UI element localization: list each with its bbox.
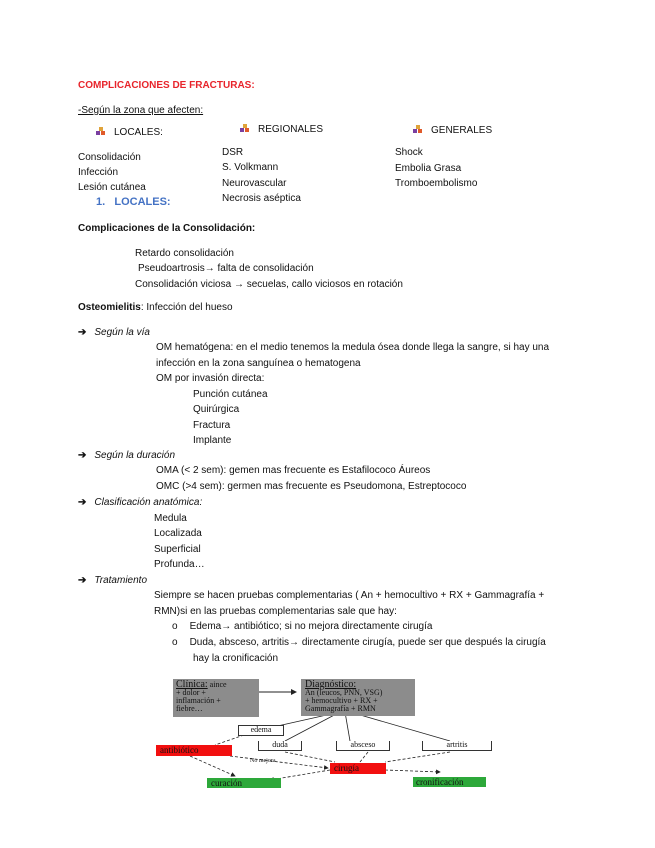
generales-item: Tromboembolismo	[395, 178, 478, 189]
via-directa-item: Fractura	[193, 420, 231, 431]
generales-item: Embolia Grasa	[395, 163, 462, 174]
tratamiento-bullet: Edema→ antibiótico; si no mejora directamente cirugía	[189, 621, 433, 632]
tratamiento-label: Tratamiento	[94, 575, 148, 586]
diagnostico-title: Diagnóstico:	[305, 679, 357, 690]
category-regionales-label: REGIONALES	[258, 124, 324, 135]
arrow-icon: ➔	[78, 450, 87, 461]
via-directa-item: Quirúrgica	[193, 404, 240, 415]
tratamiento-bullet: Duda, absceso, artritis→ directamente cirugía, puede ser que después la cirugía	[189, 637, 546, 648]
regionales-item: S. Volkmann	[222, 162, 279, 173]
tratamiento-line: Siempre se hacen pruebas complementarias ( An + hemocultivo + RX + Gammagrafía +	[154, 590, 545, 601]
artritis-box: artritis	[422, 741, 492, 751]
duda-box: duda	[258, 741, 302, 751]
edema-box: edema	[238, 725, 284, 736]
regionales-item: DSR	[222, 147, 244, 158]
arrow-icon: ➔	[78, 575, 87, 586]
no-mejora-label: No mejora	[250, 758, 276, 764]
clinica-title-suffix: aince	[209, 680, 227, 689]
locales-item: Infección	[78, 167, 119, 178]
clinica-box	[173, 679, 259, 717]
duracion-item: OMA (< 2 sem): gemen mas frecuente es Estafilococo Áureos	[156, 465, 431, 476]
duracion-item: OMC (>4 sem): germen mas frecuente es Pseudomona, Estreptococo	[156, 481, 467, 492]
tratamiento-bullet-continuation: hay la cronificación	[193, 653, 279, 664]
consolidacion-item: Consolidación viciosa → secuelas, callo viciosos en rotación	[135, 279, 403, 290]
category-generales-label: GENERALES	[431, 125, 493, 136]
regionales-item: Necrosis aséptica	[222, 193, 301, 204]
consolidacion-heading: Complicaciones de la Consolidación:	[78, 223, 256, 234]
diagnostico-box	[301, 679, 415, 716]
via-hematogena-line: infección en la zona sanguínea o hematogena	[156, 358, 361, 369]
diagnostico-line: + hemocultivo + RX +	[305, 696, 378, 705]
clinica-line: + dolor +	[176, 688, 206, 697]
diagnostico-line: Gammagrafía + RMN	[305, 704, 376, 713]
via-directa-item: Punción cutánea	[193, 389, 268, 400]
circle-bullet-icon: o	[172, 621, 178, 632]
clasificacion-item: Localizada	[154, 528, 202, 539]
consolidacion-item: Retardo consolidación	[135, 248, 234, 259]
circle-bullet-icon: o	[172, 637, 178, 648]
clasificacion-item: Profunda…	[154, 559, 205, 570]
clinica-line: inflamación +	[176, 696, 221, 705]
cirugia-box: cirugía	[330, 763, 386, 774]
document-title: COMPLICACIONES DE FRACTURAS:	[78, 80, 255, 91]
section-label: LOCALES:	[114, 196, 171, 208]
locales-item: Consolidación	[78, 152, 141, 163]
arrow-icon: ➔	[78, 327, 87, 338]
via-directa-item: Implante	[193, 435, 232, 446]
clasificacion-label: Clasificación anatómica:	[94, 497, 203, 508]
clinica-title: Clínica:	[176, 679, 208, 690]
clinica-line: fiebre…	[176, 704, 203, 713]
consolidacion-item: Pseudoartrosis→ falta de consolidación	[138, 263, 314, 274]
diagnostico-line: An (leucos, PNN, VSG)	[305, 688, 383, 697]
segun-via-label: Según la vía	[94, 327, 150, 338]
category-locales-label: LOCALES:	[114, 127, 163, 138]
curacion-box: curación	[207, 778, 281, 788]
antibiotico-box: antibiótico	[156, 745, 232, 756]
osteomielitis-heading: Osteomielitis	[78, 302, 141, 313]
regionales-item: Neurovascular	[222, 178, 287, 189]
tratamiento-line: RMN)si en las pruebas complementarias sale que hay:	[154, 606, 397, 617]
osteomielitis-desc: : Infección del hueso	[140, 302, 233, 313]
absceso-box: absceso	[336, 741, 390, 751]
segun-duracion-label: Según la duración	[94, 450, 176, 461]
section-number: 1.	[96, 196, 106, 208]
arrow-icon: ➔	[78, 497, 87, 508]
cronificacion-box: cronificación	[413, 777, 486, 787]
via-directa-line: OM por invasión directa:	[156, 373, 265, 384]
generales-item: Shock	[395, 147, 423, 158]
locales-item: Lesión cutánea	[78, 182, 146, 193]
zone-heading: -Según la zona que afecten:	[78, 105, 204, 116]
clasificacion-item: Medula	[154, 513, 187, 524]
clasificacion-item: Superficial	[154, 544, 201, 555]
via-hematogena-line: OM hematógena: en el medio tenemos la medula ósea donde llega la sangre, si hay una	[156, 342, 550, 353]
